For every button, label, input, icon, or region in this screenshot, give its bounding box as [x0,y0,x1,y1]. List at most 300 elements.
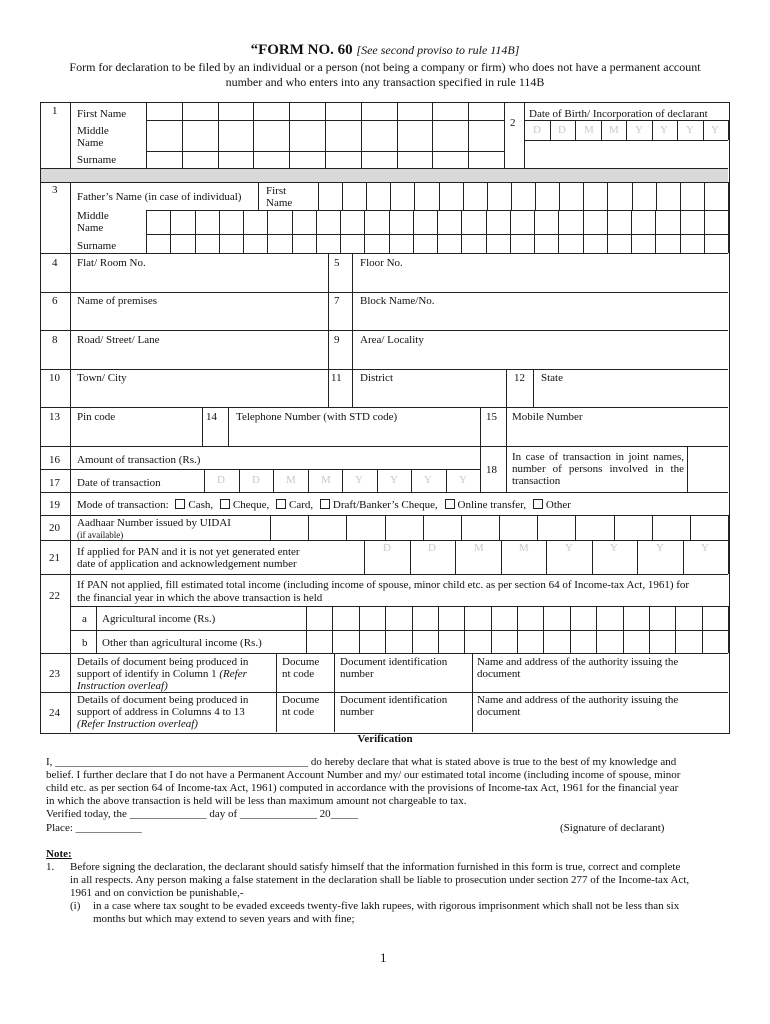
rule-line [334,653,335,732]
father-surname-box[interactable] [583,234,607,253]
aadhaar-divider [728,515,729,540]
other-income-box[interactable] [596,630,622,653]
father-surname-box[interactable] [510,234,534,253]
agricultural-income-label: Agricultural income (Rs.) [102,613,216,625]
cash-checkbox[interactable] [175,499,185,509]
aadhaar-box[interactable] [575,515,613,540]
father-middle-name-box[interactable] [292,210,316,234]
note-i-line-2: months but which may extend to seven years and with fine; [93,913,355,925]
father-middle-name-box[interactable] [219,210,243,234]
txn-date-placeholder: Y [459,474,467,486]
other-income-box[interactable] [464,630,490,653]
other-income-box[interactable] [412,630,438,653]
mobile-label: Mobile Number [512,411,583,423]
surname-box[interactable] [325,151,361,168]
aadhaar-box[interactable] [690,515,728,540]
father-surname-box[interactable] [680,234,704,253]
aadhaar-box[interactable] [346,515,384,540]
rule-line [328,253,329,407]
other-checkbox[interactable] [533,499,543,509]
father-surname-box[interactable] [461,234,485,253]
father-middle-name-box[interactable] [631,210,655,234]
other-income-box[interactable] [385,630,411,653]
surname-box[interactable] [468,151,504,168]
surname-box[interactable] [182,151,218,168]
online-transfer-checkbox[interactable] [445,499,455,509]
rule-line [506,446,507,492]
father-first-name-box[interactable] [366,182,390,210]
dob-placeholder: D [558,124,566,136]
aadhaar-box[interactable] [423,515,461,540]
surname-box[interactable] [289,151,325,168]
row-number-17: 17 [49,477,60,489]
row-number-22: 22 [49,590,60,602]
father-surname-box[interactable] [704,234,728,253]
father-middle-name-box[interactable] [486,210,510,234]
agricultural-income-box[interactable] [464,606,490,630]
aadhaar-label: Aadhaar Number issued by UIDAI [77,517,231,529]
row-number-7: 7 [334,295,340,307]
father-middle-name-box[interactable] [267,210,291,234]
doc-code-label-2: nt code [282,668,315,680]
rule-line [202,407,203,446]
surname-box[interactable] [253,151,289,168]
town-label: Town/ City [77,372,127,384]
aadhaar-box[interactable] [308,515,346,540]
mode-label: Mode of transaction: [77,499,169,511]
card-checkbox[interactable] [276,499,286,509]
father-middle-name-box[interactable] [607,210,631,234]
rule-line [276,653,277,732]
page-number: 1 [380,950,387,965]
authority-label: Name and address of the authority issuing the [477,656,679,668]
block-label: Block Name/No. [360,295,435,307]
father-first-name-box[interactable] [342,182,366,210]
father-surname-box[interactable] [219,234,243,253]
other-income-box[interactable] [332,630,358,653]
father-first-name-box[interactable] [656,182,680,210]
rule-line [352,253,353,407]
agricultural-income-box[interactable] [359,606,385,630]
txn-date-placeholder: Y [355,474,363,486]
authority-label-b2: document [477,706,521,718]
surname-box[interactable] [397,151,433,168]
rule-line [480,407,481,446]
father-surname-box[interactable] [437,234,461,253]
row-number-15: 15 [486,411,497,423]
app-date-placeholder: D [383,542,391,554]
row-number-3: 3 [52,184,58,196]
row-number-9: 9 [334,334,340,346]
father-middle-name-box[interactable] [510,210,534,234]
mode-option-online: Online transfer, [457,499,527,511]
txn-date-placeholder: M [321,474,331,486]
father-first-name-box[interactable] [511,182,535,210]
doc-id-number-label-2: number [340,668,374,680]
father-surname-box[interactable] [340,234,364,253]
other-income-box[interactable] [491,630,517,653]
father-surname-box[interactable] [558,234,582,253]
other-income-box[interactable] [675,630,701,653]
aadhaar-box[interactable] [499,515,537,540]
rule-line [506,407,507,446]
father-middle-name-box[interactable] [389,210,413,234]
row-number-21: 21 [49,552,60,564]
aadhaar-box[interactable] [461,515,499,540]
father-middle-name-box[interactable] [583,210,607,234]
doc-address-label: Details of document being produced in [77,694,249,706]
other-income-box[interactable] [359,630,385,653]
father-surname-box[interactable] [316,234,340,253]
rule-line [472,653,473,732]
father-surname-box[interactable] [195,234,219,253]
floor-label: Floor No. [360,257,403,269]
surname-box[interactable] [146,151,182,168]
father-middle-name-box[interactable] [243,210,267,234]
other-income-box[interactable] [623,630,649,653]
father-first-name-divider [728,182,729,210]
applied-pan-label: If applied for PAN and it is not yet generated enter [77,546,300,558]
row-number-18: 18 [486,464,497,476]
other-income-box[interactable] [306,630,332,653]
father-middle-name-box[interactable] [558,210,582,234]
app-date-placeholder: Y [565,542,573,554]
authority-label-2: document [477,668,521,680]
agricultural-income-box[interactable] [623,606,649,630]
dob-bottom [524,140,728,141]
surname-label: Surname [77,154,117,166]
father-middle-name-box[interactable] [340,210,364,234]
father-middle-name-box[interactable] [170,210,194,234]
father-surname-box[interactable] [534,234,558,253]
row-number-5: 5 [334,257,340,269]
father-middle-name-box[interactable] [364,210,388,234]
doc-identity-label-3: Instruction overleaf) [77,680,168,692]
father-first-name-box[interactable] [559,182,583,210]
father-surname-box[interactable] [413,234,437,253]
father-surname-divider [728,234,729,253]
first-name-label: First Name [77,108,127,120]
rule-line [96,606,97,653]
telephone-label: Telephone Number (with STD code) [236,411,398,423]
rule-line [687,446,688,492]
father-surname-box[interactable] [631,234,655,253]
transaction-date-bottom [204,492,480,493]
row-number-1: 1 [52,105,58,117]
agricultural-income-box[interactable] [675,606,701,630]
row-number-24: 24 [49,707,60,719]
form-subtitle: Form for declaration to be filed by an individual or a person (not being a company or firm) who does not have a permanent account number and who enters into any transaction specified in rule 114B [69,60,701,89]
dob-label: Date of Birth/ Incorporation of declarant [529,108,708,120]
other-income-box[interactable] [649,630,675,653]
middle-name-box[interactable] [361,120,397,151]
signature-label: (Signature of declarant) [560,822,665,834]
agricultural-income-box[interactable] [570,606,596,630]
agricultural-income-box[interactable] [385,606,411,630]
pan-not-applied-label-2: the financial year in which the above transaction is held [77,592,323,604]
doc-code-label-b2: nt code [282,706,315,718]
mode-option-draft: Draft/Banker’s Cheque, [332,499,438,511]
other-income-box[interactable] [517,630,543,653]
row-number-2: 2 [510,117,516,129]
father-first-name-box[interactable] [463,182,487,210]
doc-identity-label-2 [77,668,247,680]
father-middle-name-box[interactable] [146,210,170,234]
pan-not-applied-label: If PAN not applied, fill estimated total income (including income of spouse, minor child etc. as per section 64 of Income-tax Act, 1961) for [77,579,690,591]
verified-date-line: Verified today, the ______________ day of ______________ 20_____ [46,808,359,820]
agricultural-income-box[interactable] [649,606,675,630]
form-title-text: “FORM NO. 60 [250,42,353,58]
app-date-placeholder: D [428,542,436,554]
row-number-16: 16 [49,454,60,466]
father-surname-box[interactable] [146,234,170,253]
father-first-name-box[interactable] [439,182,463,210]
middle-name-box[interactable] [289,120,325,151]
verification-text [46,756,726,821]
app-date-placeholder: Y [656,542,664,554]
app-date-placeholder: Y [701,542,709,554]
app-date-placeholder: Y [610,542,618,554]
authority-label-b: Name and address of the authority issuing the [477,694,679,706]
rule-line [41,253,728,254]
note-1-number: 1. [46,861,55,873]
rule-line [41,692,728,693]
agricultural-income-box[interactable] [412,606,438,630]
father-first-name-box[interactable] [607,182,631,210]
father-surname-box[interactable] [170,234,194,253]
agri-letter: a [82,613,87,625]
number-column-line [70,102,71,732]
note-i-number: (i) [70,900,81,912]
rule-line [41,574,728,575]
father-first-name-box[interactable] [535,182,559,210]
father-first-name-box[interactable] [680,182,704,210]
middle-name-label: Middle Name [77,125,109,149]
note-1-line-2: in all respects. Any person making a false statement in the declaration shall be liable to prosecution under section 277 of the Income-tax Act, [70,874,690,886]
father-surname-box[interactable] [655,234,679,253]
father-first-name-box[interactable] [583,182,607,210]
doc-code-label-b: Docume [282,694,320,706]
father-surname-box[interactable] [364,234,388,253]
row-number-20: 20 [49,522,60,534]
txn-date-placeholder: D [217,474,225,486]
rule-line [41,292,728,293]
father-first-name-box[interactable] [487,182,511,210]
middle-name-box[interactable] [146,120,182,151]
doc-code-label: Docume [282,656,320,668]
aadhaar-box[interactable] [385,515,423,540]
row-number-11: 11 [331,372,342,384]
note-1-line-1: Before signing the declaration, the declarant should satisfy himself that the information furnished in this form is true, correct and complete [70,861,681,873]
dob-placeholder: Y [660,124,668,136]
premises-label: Name of premises [77,295,158,307]
doc-address-label-2: support of address in Columns 4 to 13 [77,706,245,718]
father-first-name-box[interactable] [632,182,656,210]
dob-placeholder: M [584,124,594,136]
agricultural-income-box[interactable] [491,606,517,630]
father-first-name-box[interactable] [704,182,728,210]
father-middle-name-label: Middle Name [77,210,109,234]
middle-name-box[interactable] [468,120,504,151]
agricultural-income-box[interactable] [306,606,332,630]
aadhaar-box[interactable] [270,515,308,540]
surname-box[interactable] [432,151,468,168]
form-title [0,42,770,59]
doc-address-label-3: (Refer Instruction overleaf) [77,718,198,730]
doc-id-number-label-b2: number [340,706,374,718]
father-surname-box[interactable] [607,234,631,253]
district-label: District [360,372,393,384]
rule-line [41,330,728,331]
rule-line [258,182,259,210]
note-1-text [70,861,726,900]
mode-option-card: Card, [289,499,314,511]
middle-name-box[interactable] [218,120,254,151]
other-income-label: Other than agricultural income (Rs.) [102,637,262,649]
row-number-10: 10 [49,372,60,384]
doc-id-number-label-b: Document identification [340,694,448,706]
middle-name-box[interactable] [397,120,433,151]
note-i-text [93,900,726,926]
dob-placeholder: Y [635,124,643,136]
father-surname-box[interactable] [292,234,316,253]
agricultural-income-box[interactable] [702,606,728,630]
row-number-4: 4 [52,257,58,269]
txn-date-placeholder: Y [390,474,398,486]
area-label: Area/ Locality [360,334,424,346]
cheque-checkbox[interactable] [220,499,230,509]
other-income-box[interactable] [543,630,569,653]
father-middle-name-box[interactable] [680,210,704,234]
aadhaar-note: (if available) [77,530,124,540]
verification-line-1: I, ______________________________________________ do hereby declare that what is stated above is true to the best of my knowledge and [46,756,677,768]
father-first-name-box[interactable] [390,182,414,210]
father-surname-box[interactable] [267,234,291,253]
other-income-divider [728,630,729,653]
note-heading: Note: [46,848,72,860]
draft-checkbox[interactable] [320,499,330,509]
other-income-bottom [306,653,728,654]
father-middle-name-box[interactable] [316,210,340,234]
father-middle-name-box[interactable] [195,210,219,234]
txn-date-placeholder: Y [424,474,432,486]
father-surname-box[interactable] [389,234,413,253]
flat-label: Flat/ Room No. [77,257,146,269]
road-label: Road/ Street/ Lane [77,334,160,346]
row-number-14: 14 [206,411,217,423]
verification-line-4: in which the above transaction is held will be less than maximum amount not chargeable to tax. [46,795,467,807]
row-number-6: 6 [52,295,58,307]
pin-label: Pin code [77,411,116,423]
form-title-note: [See second proviso to rule 114B] [356,43,520,57]
rule-line [41,168,728,169]
other-income-box[interactable] [570,630,596,653]
other-income-box[interactable] [702,630,728,653]
row-number-19: 19 [49,499,60,511]
middle-name-box[interactable] [253,120,289,151]
agricultural-income-divider [728,606,729,630]
father-surname-box[interactable] [243,234,267,253]
note-1-line-3: 1961 and on conviction be punishable,- [70,887,244,899]
app-date-placeholder: M [519,542,529,554]
father-middle-name-box[interactable] [437,210,461,234]
row-number-8: 8 [52,334,58,346]
verification-line-2: belief. I further declare that I do not have a Permanent Account Number and my/ our estimated total income (including income of spouse, minor [46,769,681,781]
mode-option-other: Other [545,499,571,511]
father-first-name-box[interactable] [318,182,342,210]
father-middle-name-box[interactable] [704,210,728,234]
aadhaar-box[interactable] [614,515,652,540]
aadhaar-box[interactable] [652,515,690,540]
transaction-date-label: Date of transaction [77,477,161,489]
rule-line [41,446,728,447]
mode-of-transaction [77,499,571,511]
place-line: Place: ____________ [46,822,142,834]
verification-line-3: child etc. as per section 64 of Income-tax Act, 1961) computed in accordance with the provisions of Income-tax Act, 1961 for the financial year [46,782,679,794]
state-label: State [541,372,563,384]
father-middle-name-box[interactable] [413,210,437,234]
app-date-placeholder: M [474,542,484,554]
verification-heading: Verification [357,733,413,745]
shaded-separator-1 [41,168,728,182]
agricultural-income-box[interactable] [596,606,622,630]
doc-identity-label: Details of document being produced in [77,656,249,668]
middle-name-box[interactable] [432,120,468,151]
dob-placeholder: M [609,124,619,136]
txn-date-placeholder: D [252,474,260,486]
agricultural-income-box[interactable] [543,606,569,630]
txn-date-placeholder: M [286,474,296,486]
rule-line [41,407,728,408]
surname-box[interactable] [361,151,397,168]
aadhaar-box[interactable] [537,515,575,540]
middle-name-box[interactable] [325,120,361,151]
rule-line [41,369,728,370]
rule-line [228,407,229,446]
father-first-name-label: First Name [266,185,293,209]
father-middle-name-divider [728,210,729,234]
doc-id-number-label: Document identification [340,656,448,668]
father-surname-box[interactable] [486,234,510,253]
rule-line [533,369,534,407]
mode-option-cheque: Cheque, [232,499,270,511]
other-letter: b [82,637,88,649]
rule-line [504,102,505,168]
other-income-box[interactable] [438,630,464,653]
row-number-23: 23 [49,668,60,680]
father-name-label: Father’s Name (in case of individual) [77,191,242,203]
surname-box[interactable] [218,151,254,168]
agricultural-income-box[interactable] [517,606,543,630]
father-first-name-box[interactable] [414,182,438,210]
doc-identity-ref: (Refer [219,668,247,680]
rule-line [506,369,507,407]
note-i-line-1: in a case where tax sought to be evaded exceeds twenty-five lakh rupees, with rigorous imprisonment which shall not be less than six [93,900,680,912]
dob-placeholder: Y [686,124,694,136]
applied-pan-label-2: date of application and acknowledgement number [77,558,297,570]
doc-identity-support: support of identify in Column 1 [77,668,217,680]
dob-placeholder: D [533,124,541,136]
agricultural-income-box[interactable] [332,606,358,630]
row-number-12: 12 [514,372,525,384]
father-middle-name-box[interactable] [534,210,558,234]
agricultural-income-box[interactable] [438,606,464,630]
middle-name-box[interactable] [182,120,218,151]
row-number-13: 13 [49,411,60,423]
mode-option-cash: Cash, [188,499,214,511]
father-middle-name-box[interactable] [461,210,485,234]
father-middle-name-box[interactable] [655,210,679,234]
